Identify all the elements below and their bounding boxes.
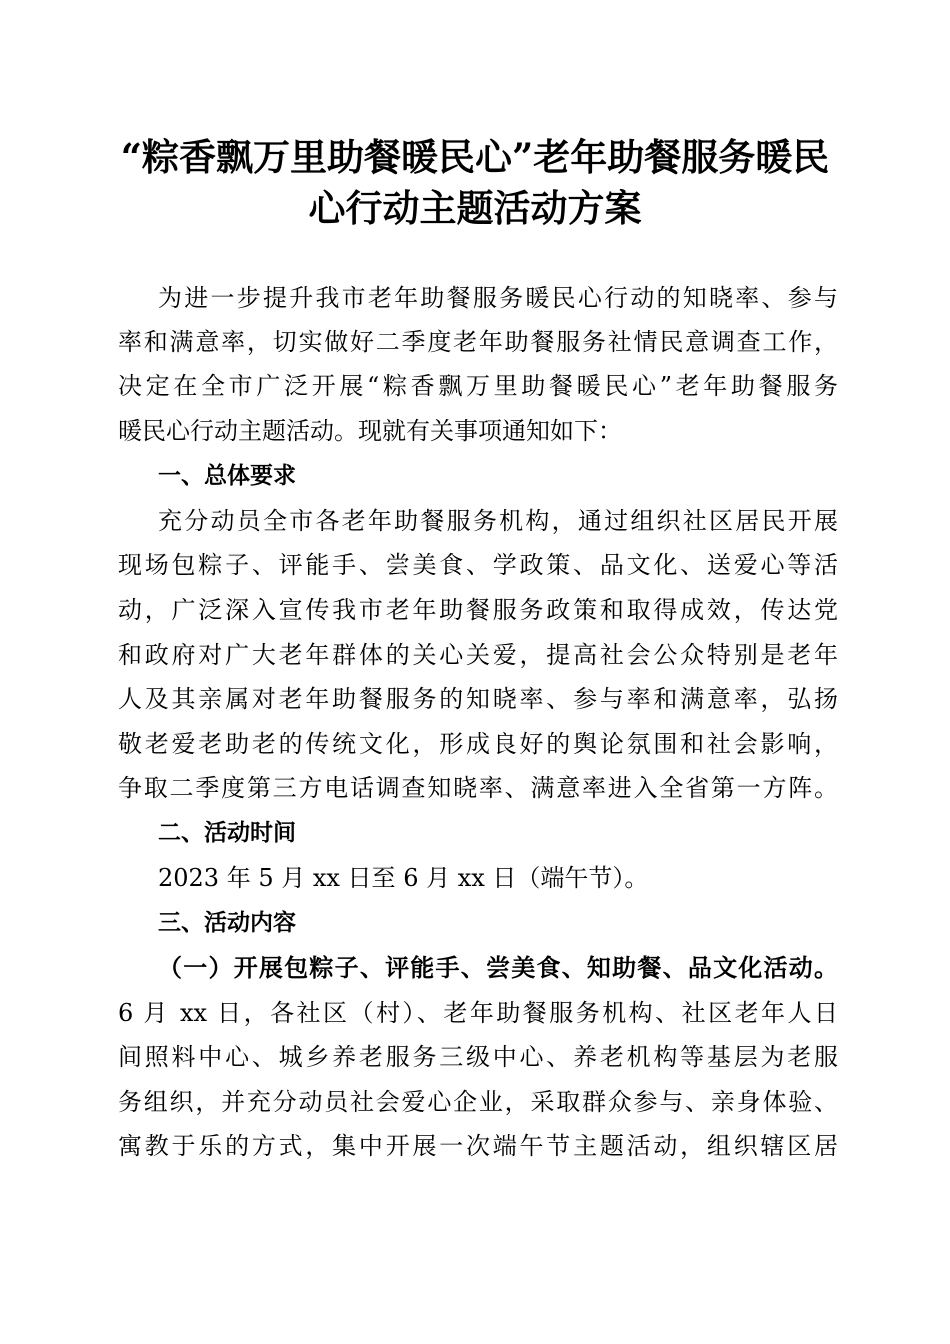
intro-line: 暖民心行动主题活动。现就有关事项通知如下： [118,417,622,445]
section-1-line: 充分动员全市各老年助餐服务机构，通过组织社区居民开展 [158,507,838,535]
intro-line: 为进一步提升我市老年助餐服务暖民心行动的知晓率、参与 [158,284,838,312]
section-1-line: 人及其亲属对老年助餐服务的知晓率、参与率和满意率，弘扬 [118,685,838,713]
section-2-heading: 二、活动时间 [158,820,296,846]
section-3-line: 6 月 xx 日，各社区（村）、老年助餐服务机构、社区老年人日 [118,999,838,1027]
intro-line: 率和满意率，切实做好二季度老年助餐服务社情民意调查工作， [118,328,838,356]
section-1-line: 现场包粽子、评能手、尝美食、学政策、品文化、送爱心等活 [118,551,838,579]
section-1-line: 动，广泛深入宣传我市老年助餐服务政策和取得成效，传达党 [118,596,838,624]
section-1-line: 争取二季度第三方电话调查知晓率、满意率进入全省第一方阵。 [118,774,838,802]
section-1-line: 和政府对广大老年群体的关心关爱，提高社会公众特别是老年 [118,641,838,669]
document-title-line-1: “粽香飘万里助餐暖民心”老年助餐服务暖民 [120,135,830,179]
intro-line: 决定在全市广泛开展“粽香飘万里助餐暖民心”老年助餐服务 [118,372,838,400]
section-1-line: 敬老爱老助老的传统文化，形成良好的舆论氛围和社会影响， [118,730,838,758]
section-1-heading: 一、总体要求 [158,463,296,489]
section-3-heading: 三、活动内容 [158,910,296,936]
document-title-line-2: 心行动主题活动方案 [308,186,642,230]
section-3-subheading: （一）开展包粽子、评能手、尝美食、知助餐、品文化活动。 [158,953,838,982]
section-3-line: 间照料中心、城乡养老服务三级中心、养老机构等基层为老服 [118,1043,838,1071]
section-3-line: 寓教于乐的方式，集中开展一次端午节主题活动，组织辖区居 [118,1132,838,1160]
section-3-line: 务组织，并充分动员社会爱心企业，采取群众参与、亲身体验、 [118,1088,838,1116]
section-2-line: 2023 年 5 月 xx 日至 6 月 xx 日（端午节）。 [158,864,649,892]
